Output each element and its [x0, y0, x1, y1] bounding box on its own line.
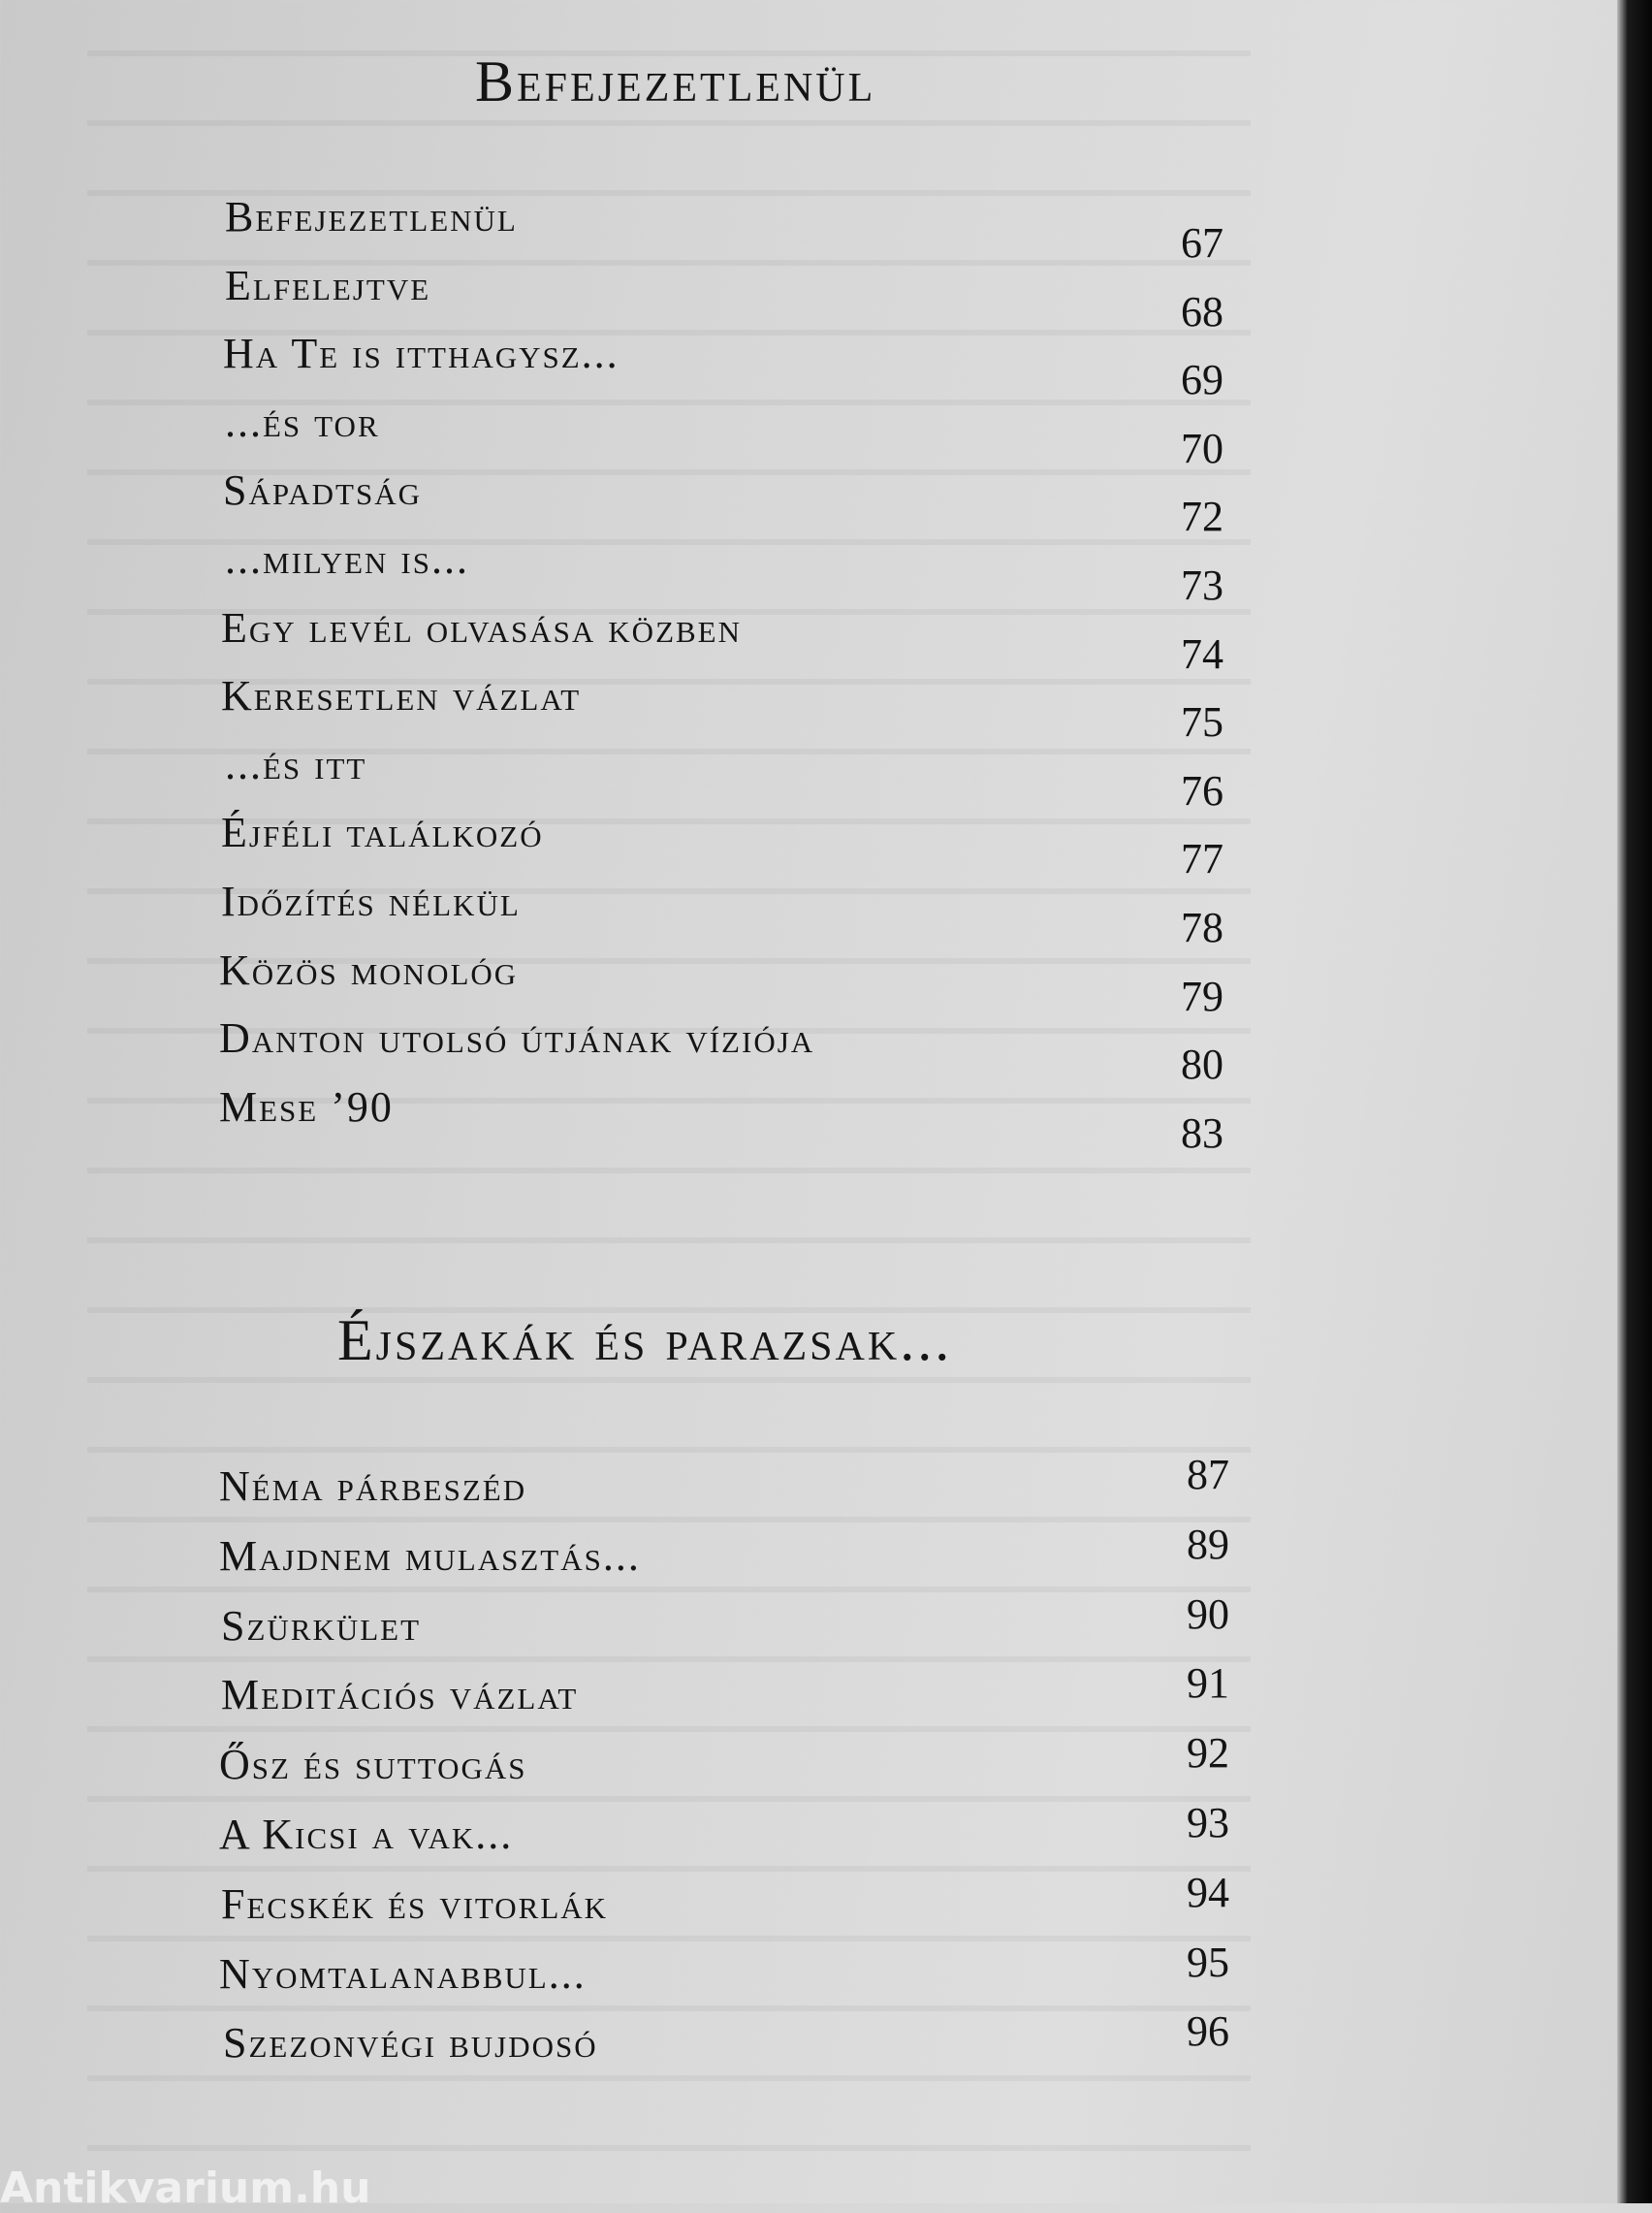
toc-entry-page: 91 [1187, 1659, 1229, 1707]
toc-entry-title: Majdnem mulasztás... [219, 1532, 641, 1580]
toc-entry-page: 90 [1187, 1590, 1229, 1638]
toc-entry-page: 70 [1181, 425, 1223, 472]
toc-entry-page: 69 [1181, 356, 1223, 403]
toc-entry-title: Közös monológ [219, 946, 519, 994]
toc-entry-title: Egy levél olvasása közben [221, 604, 743, 652]
toc-entry-title: Elfelejtve [225, 262, 431, 309]
toc-entry-page: 95 [1187, 1939, 1229, 1986]
toc-entry-title: Keresetlen vázlat [221, 672, 582, 720]
toc-entry-page: 73 [1181, 561, 1223, 609]
toc-entry-title: A Kicsi a vak... [219, 1811, 514, 1858]
toc-entry-page: 75 [1181, 698, 1223, 746]
toc-entry-title: ...milyen is... [225, 535, 469, 583]
toc-entry-page: 79 [1181, 973, 1223, 1020]
toc-entry-title: Nyomtalanabbul... [219, 1950, 587, 1998]
toc-entry-page: 77 [1181, 835, 1223, 882]
toc-entry-title: Mese ’90 [219, 1083, 394, 1131]
toc-entry-title: Fecskék és vitorlák [221, 1880, 609, 1928]
toc-entry-title: Befejezetlenül [225, 193, 518, 241]
toc-entry-page: 92 [1187, 1729, 1229, 1777]
book-spine-edge [1617, 0, 1652, 2203]
toc-entry-title: ...és tor [225, 399, 380, 446]
section-title: Befejezetlenül [475, 49, 876, 113]
toc-entry-page: 76 [1181, 767, 1223, 815]
toc-entry-title: Sápadtság [223, 466, 422, 514]
toc-entry-page: 78 [1181, 904, 1223, 951]
toc-entry-title: Néma párbeszéd [219, 1462, 527, 1510]
toc-entry-title: Ha Te is itthagysz... [223, 330, 620, 377]
toc-entry-page: 80 [1181, 1041, 1223, 1088]
toc-entry-title: Időzítés nélkül [221, 878, 521, 925]
section-title: Éjszakák és parazsak... [337, 1308, 953, 1372]
toc-entry-page: 83 [1181, 1109, 1223, 1157]
toc-entry-title: Éjféli találkozó [221, 809, 544, 856]
toc-entry-title: Szürkület [221, 1602, 422, 1650]
toc-entry-page: 93 [1187, 1799, 1229, 1846]
toc-entry-title: ...és itt [225, 741, 367, 788]
watermark-text: Antikvarium.hu [0, 2164, 371, 2213]
toc-entry-page: 74 [1181, 630, 1223, 678]
toc-entry-page: 94 [1187, 1869, 1229, 1916]
toc-entry-page: 96 [1187, 2007, 1229, 2055]
toc-entry-page: 72 [1181, 493, 1223, 540]
toc-entry-title: Ősz és suttogás [219, 1741, 527, 1788]
toc-entry-page: 67 [1181, 219, 1223, 267]
toc-entry-page: 68 [1181, 288, 1223, 336]
toc-entry-page: 89 [1187, 1521, 1229, 1568]
toc-entry-title: Danton utolsó útjának víziója [219, 1014, 815, 1062]
toc-entry-title: Meditációs vázlat [221, 1671, 579, 1718]
toc-entry-title: Szezonvégi bujdosó [223, 2019, 598, 2067]
toc-entry-page: 87 [1187, 1451, 1229, 1498]
